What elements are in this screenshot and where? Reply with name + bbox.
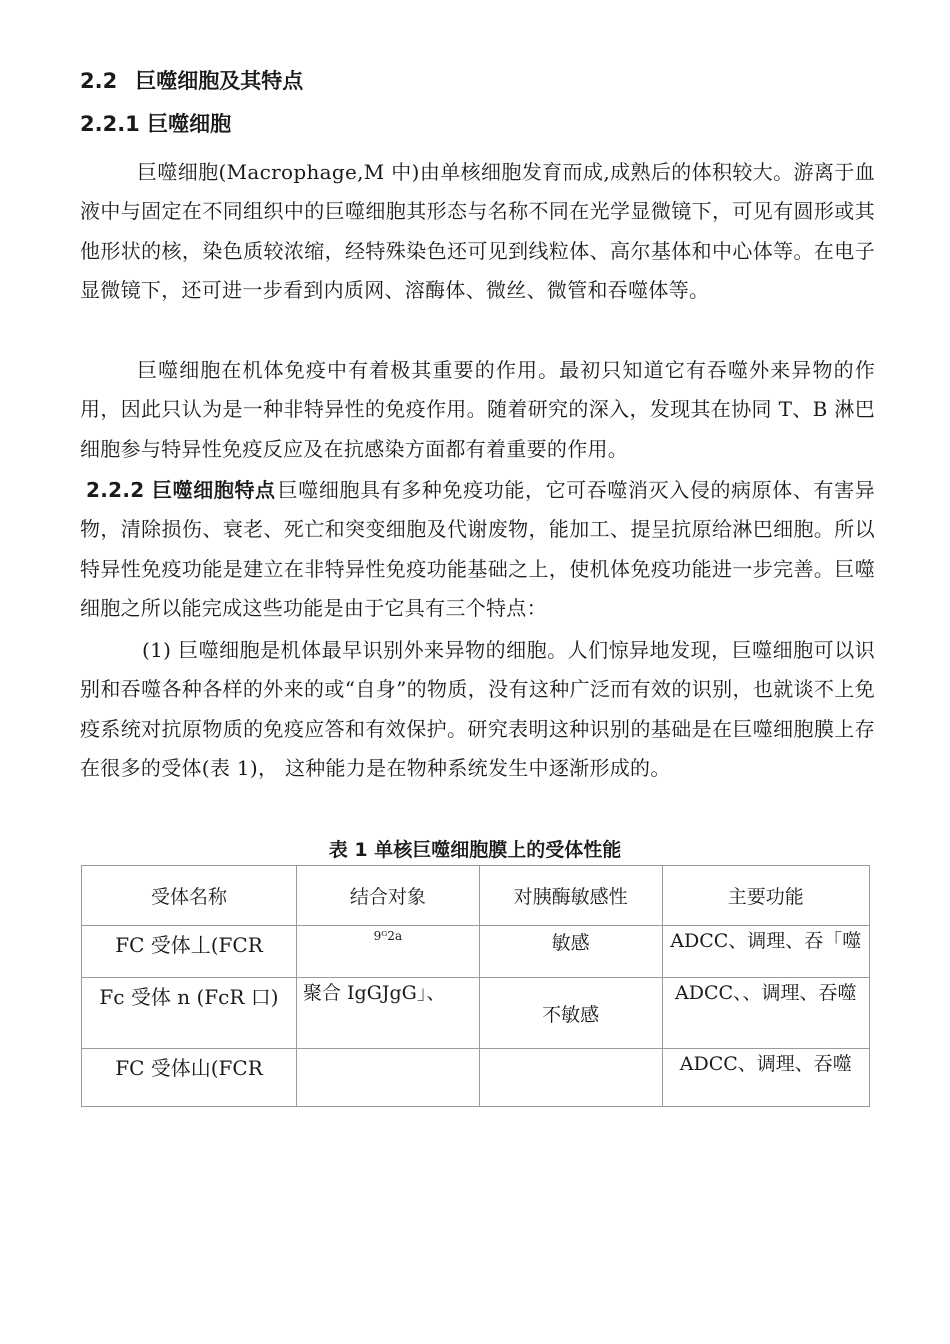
table-cell-text: 9ᴳ2a [373, 929, 403, 943]
table-cell: ADCC、、调理、吞噬 [662, 978, 870, 1049]
table-cell [297, 1049, 480, 1107]
table-cell: FC 受体丄(FCR [82, 926, 297, 978]
table-row [82, 926, 870, 978]
table-cell: 不敏感 [479, 978, 662, 1049]
table-caption: 表 1 单核巨噬细胞膜上的受体性能 [328, 839, 622, 861]
table-cell: FC 受体山(FCR [82, 1049, 297, 1107]
paragraph-features-body: 巨噬细胞具有多种免疫功能，它可吞噬消灭入侵的病原体、有害异物，清除损伤、衰老、死亡和突变细胞及代谢废物，能加工、提呈抗原给淋巴细胞。所以特异性免疫功能是建立在非特异性免疫功能基础之上，使机体免疫功能进一步完善。巨噬细胞之所以能完成这些功能是由于它具有三个特点： [80, 478, 875, 621]
table-row [82, 978, 870, 1049]
table-cell: Fc 受体 n (FcR 口) [82, 978, 297, 1049]
table-cell-text: ADCC、调理、吞「噬 [670, 930, 862, 952]
subsection-heading: 2.2.1 巨噬细胞 [80, 112, 232, 136]
table-header-cell: 主要功能 [662, 866, 870, 926]
receptor-table [81, 865, 870, 1107]
subsection-heading-inline: 2.2.2 巨噬细胞特点 [86, 478, 276, 502]
table-header-cell: 对胰酶敏感性 [479, 866, 662, 926]
table-row [82, 1049, 870, 1107]
paragraph-feature-1: (1) 巨噬细胞是机体最早识别外来异物的细胞。人们惊异地发现，巨噬细胞可以识别和吞噬各种各样的外来的或“自身”的物质，没有这种广泛而有效的识别，也就谈不上免疫系统对抗原物质的免疫应答和有效保护。研究表明这种识别的基础是在巨噬细胞膜上存在很多的受体(表 1)， 这种能力是在物种系统发生中逐渐形成的。 [80, 638, 875, 781]
table-cell [662, 926, 870, 978]
table-header-cell: 受体名称 [82, 866, 297, 926]
table-cell: 聚合 IgGJgG」、 [297, 978, 480, 1049]
table-cell [297, 926, 480, 978]
paragraph-macrophage-features [80, 471, 875, 629]
paragraph-macrophage-role: 巨噬细胞在机体免疫中有着极其重要的作用。最初只知道它有吞噬外来异物的作用，因此只认为是一种非特异性的免疫作用。随着研究的深入，发现其在协同 T、B 淋巴细胞参与特异性免疫反应及在抗感染方面都有着重要的作用。 [80, 358, 875, 461]
section-title: 巨噬细胞及其特点 [135, 69, 304, 93]
table-header-cell: 结合对象 [297, 866, 480, 926]
table-cell [479, 1049, 662, 1107]
section-heading [80, 66, 303, 96]
paragraph-macrophage-intro: 巨噬细胞(Macrophage,M 中)由单核细胞发育而成,成熟后的体积较大。游离于血液中与固定在不同组织中的巨噬细胞其形态与名称不同在光学显微镜下，可见有圆形或其他形状的核，染色质较浓缩，经特殊染色还可见到线粒体、高尔基体和中心体等。在电子显微镜下，还可进一步看到内质网、溶酶体、微丝、微管和吞噬体等。 [80, 160, 875, 303]
table-header-row [82, 866, 870, 926]
table-cell-text: ADCC、调理、吞噬 [679, 1053, 852, 1075]
section-number: 2.2 [80, 69, 118, 93]
table-cell-text: 敏感 [551, 932, 590, 954]
table-cell [479, 926, 662, 978]
table-cell [662, 1049, 870, 1107]
